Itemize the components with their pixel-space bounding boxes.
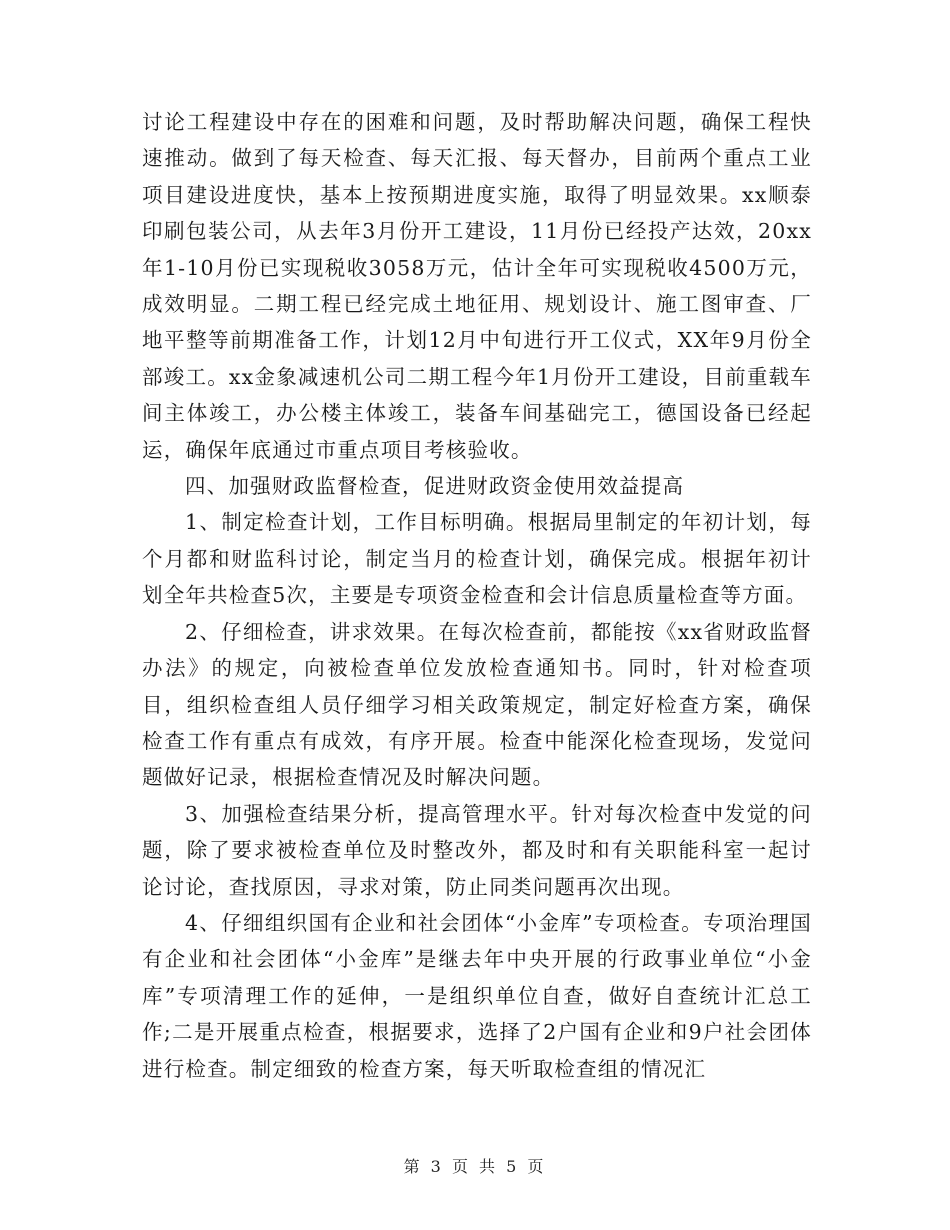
paragraph-item-1: 1、制定检查计划，工作目标明确。根据局里制定的年初计划，每个月都和财监科讨论，制定当月的检查计划，确保完成。根据年初计划全年共检查5次，主要是专项资金检查和会计信息质量检查等方面。 bbox=[142, 510, 812, 608]
paragraph-item-3: 3、加强检查结果分析，提高管理水平。针对每次检查中发觉的问题，除了要求被检查单位及时整改外，都及时和有关职能科室一起讨论讨论，查找原因，寻求对策，防止同类问题再次出现。 bbox=[142, 801, 812, 899]
document-body bbox=[142, 104, 812, 1087]
section-heading: 四、加强财政监督检查，促进财政资金使用效益提高 bbox=[185, 474, 685, 499]
paragraph-item-4: 4、仔细组织国有企业和社会团体“小金库”专项检查。专项治理国有企业和社会团体“小金库”是继去年中央开展的行政事业单位“小金库”专项清理工作的延伸，一是组织单位自查，做好自查统计汇总工作;二是开展重点检查，根据要求，选择了2户国有企业和9户社会团体进行检查。制定细致的检查方案，每天听取检查组的情况汇 bbox=[142, 910, 812, 1081]
paragraph-continuation: 讨论工程建设中存在的困难和问题，及时帮助解决问题，确保工程快速推动。做到了每天检查、每天汇报、每天督办，目前两个重点工业项目建设进度快，基本上按预期进度实施，取得了明显效果。xx顺泰印刷包装公司，从去年3月份开工建设，11月份已经投产达效，20xx年1-10月份已实现税收3058万元，估计全年可实现税收4500万元，成效明显。二期工程已经完成土地征用、规划设计、施工图审查、厂地平整等前期准备工作，计划12月中旬进行开工仪式，XX年9月份全部竣工。xx金象减速机公司二期工程今年1月份开工建设，目前重载车间主体竣工，办公楼主体竣工，装备车间基础完工，德国设备已经起运，确保年底通过市重点项目考核验收。 bbox=[142, 110, 812, 462]
paragraph-item-2: 2、仔细检查，讲求效果。在每次检查前，都能按《xx省财政监督办法》的规定，向被检查单位发放检查通知书。同时，针对检查项目，组织检查组人员仔细学习相关政策规定，制定好检查方案，确保检查工作有重点有成效，有序开展。检查中能深化检查现场，发觉问题做好记录，根据检查情况及时解决问题。 bbox=[142, 619, 812, 790]
page-number-footer: 第 3 页 共 5 页 bbox=[403, 1157, 547, 1176]
